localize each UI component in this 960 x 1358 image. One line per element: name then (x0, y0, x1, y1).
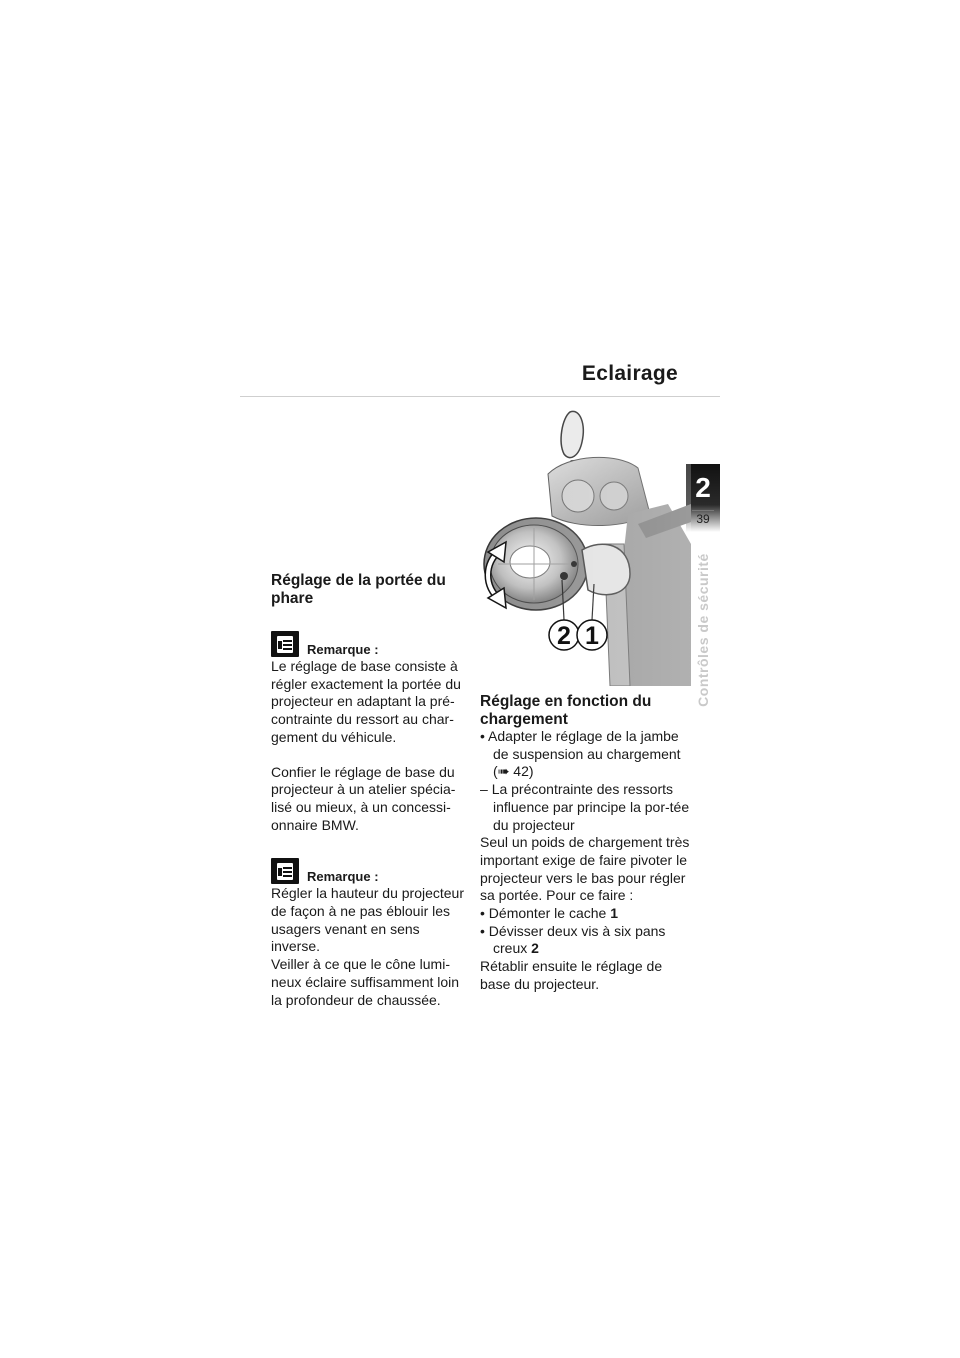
header-divider (240, 396, 720, 397)
callout-1 (577, 620, 607, 650)
left-column (271, 572, 471, 1009)
note-label: Remarque : (307, 642, 379, 657)
note-2-text-2: Veiller à ce que le cône lumi-neux éclaire suffisamment loin la profondeur de chaussée. (271, 956, 460, 1008)
list-item: • Démonter le cache 1 (480, 905, 618, 922)
callout-2 (549, 620, 579, 650)
list-item: • Adapter le réglage de la jambe de suspension au chargement (➠ 42) (480, 728, 681, 780)
note-icon (271, 858, 299, 884)
chapter-divider (692, 510, 714, 511)
section-side-label: Contrôles de sécurité (695, 553, 711, 707)
note-2 (271, 858, 471, 884)
note-label: Remarque : (307, 869, 379, 885)
list-item: – La précontrainte des ressorts influence par principe la por-tée du projecteur (480, 781, 690, 833)
note-1-text-1: Le réglage de base consiste à régler exactement la portée du projecteur en adaptant la pré-contrainte du ressort au char-gement du véhicule. (271, 658, 461, 745)
section-heading-headlight-range: Réglage de la portée du phare (271, 572, 446, 607)
page-title: Eclairage (581, 362, 678, 385)
body-paragraph: Seul un poids de chargement très important exige de faire pivoter le projecteur vers le bas pour régler sa portée. Pour ce faire : (480, 834, 690, 904)
note-1 (271, 631, 471, 657)
note-icon (271, 631, 299, 657)
chapter-tab (686, 464, 720, 532)
part-ref-2: 2 (531, 940, 539, 957)
note-2-text-1: Régler la hauteur du projecteur de façon à ne pas éblouir les usagers venant en sens inverse. (271, 885, 465, 955)
page-number: 39 (696, 512, 710, 526)
chapter-number: 2 (695, 472, 711, 503)
right-column (480, 693, 690, 994)
part-ref-1: 1 (610, 905, 618, 922)
body-paragraph: Rétablir ensuite le réglage de base du projecteur. (480, 958, 663, 992)
callout-1-label: 1 (585, 622, 599, 650)
headlight-photo (478, 404, 691, 686)
callout-2-label: 2 (557, 622, 571, 650)
list-item: • Dévisser deux vis à six pans creux 2 (480, 922, 666, 957)
note-1-text-2: Confier le réglage de base du projecteur à un atelier spécia-lisé ou mieux, à un concessi-onnaire BMW. (271, 763, 456, 833)
section-heading-load-adjust: Réglage en fonction du chargement (480, 693, 652, 728)
